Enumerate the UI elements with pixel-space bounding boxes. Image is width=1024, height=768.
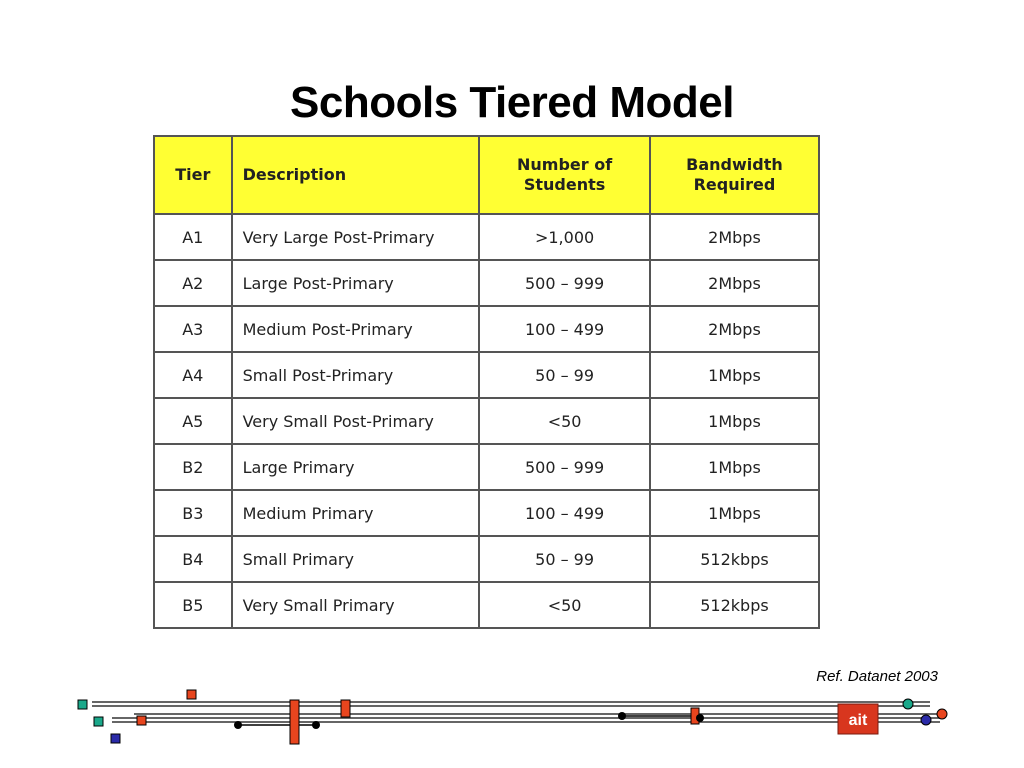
red-square-icon [137, 716, 146, 725]
cell-tier: B4 [154, 536, 232, 582]
cell-bandwidth: 1Mbps [650, 490, 819, 536]
footer-decoration [0, 680, 1024, 768]
cell-students: <50 [479, 398, 650, 444]
teal-square-icon [94, 717, 103, 726]
black-dot-icon [696, 714, 704, 722]
cell-description: Very Large Post-Primary [232, 214, 480, 260]
cell-description: Small Post-Primary [232, 352, 480, 398]
cell-bandwidth: 2Mbps [650, 306, 819, 352]
cell-students: 100 – 499 [479, 490, 650, 536]
cell-students: 500 – 999 [479, 260, 650, 306]
cell-bandwidth: 1Mbps [650, 444, 819, 490]
black-dot-icon [312, 721, 320, 729]
red-square-icon [187, 690, 196, 699]
cell-students: 50 – 99 [479, 536, 650, 582]
cell-students: 100 – 499 [479, 306, 650, 352]
cell-bandwidth: 512kbps [650, 582, 819, 628]
red-bar-icon [290, 700, 299, 744]
cell-bandwidth: 2Mbps [650, 214, 819, 260]
table-row [154, 582, 819, 628]
header-students-line2: Students [523, 175, 606, 194]
blue-square-icon [111, 734, 120, 743]
table-row [154, 352, 819, 398]
table-row [154, 490, 819, 536]
cell-tier: A4 [154, 352, 232, 398]
cell-description: Small Primary [232, 536, 480, 582]
cell-tier: A2 [154, 260, 232, 306]
cell-tier: B3 [154, 490, 232, 536]
blue-circle-icon [921, 715, 931, 725]
slide-title: Schools Tiered Model [290, 78, 734, 127]
cell-students: 50 – 99 [479, 352, 650, 398]
cell-tier: A3 [154, 306, 232, 352]
reference-note: Ref. Datanet 2003 [816, 668, 938, 685]
cell-tier: A1 [154, 214, 232, 260]
cell-tier: B2 [154, 444, 232, 490]
ait-logo [838, 704, 878, 734]
table-header-row [154, 136, 819, 214]
black-dot-icon [234, 721, 242, 729]
cell-students: 500 – 999 [479, 444, 650, 490]
table-row [154, 260, 819, 306]
cell-students: <50 [479, 582, 650, 628]
cell-students: >1,000 [479, 214, 650, 260]
track-lines [92, 702, 940, 722]
cell-description: Large Primary [232, 444, 480, 490]
cell-description: Very Small Post-Primary [232, 398, 480, 444]
cell-description: Large Post-Primary [232, 260, 480, 306]
cell-bandwidth: 512kbps [650, 536, 819, 582]
table-row [154, 444, 819, 490]
table-row [154, 214, 819, 260]
header-bandwidth-line2: Required [693, 175, 776, 194]
table-row [154, 536, 819, 582]
cell-tier: A5 [154, 398, 232, 444]
logo-text: ait [848, 712, 868, 729]
cell-bandwidth: 2Mbps [650, 260, 819, 306]
header-description: Description [232, 136, 480, 214]
table-row [154, 398, 819, 444]
table-row [154, 306, 819, 352]
cell-description: Medium Post-Primary [232, 306, 480, 352]
red-circle-icon [937, 709, 947, 719]
header-tier: Tier [154, 136, 232, 214]
header-students [479, 136, 650, 214]
cell-description: Very Small Primary [232, 582, 480, 628]
header-students-line1: Number of [517, 155, 613, 174]
tier-table [153, 135, 820, 629]
red-bar-icon [341, 700, 350, 717]
teal-circle-icon [903, 699, 913, 709]
teal-square-icon [78, 700, 87, 709]
cell-description: Medium Primary [232, 490, 480, 536]
cell-bandwidth: 1Mbps [650, 398, 819, 444]
cell-bandwidth: 1Mbps [650, 352, 819, 398]
header-bandwidth [650, 136, 819, 214]
black-dot-icon [618, 712, 626, 720]
header-bandwidth-line1: Bandwidth [686, 155, 783, 174]
cell-tier: B5 [154, 582, 232, 628]
